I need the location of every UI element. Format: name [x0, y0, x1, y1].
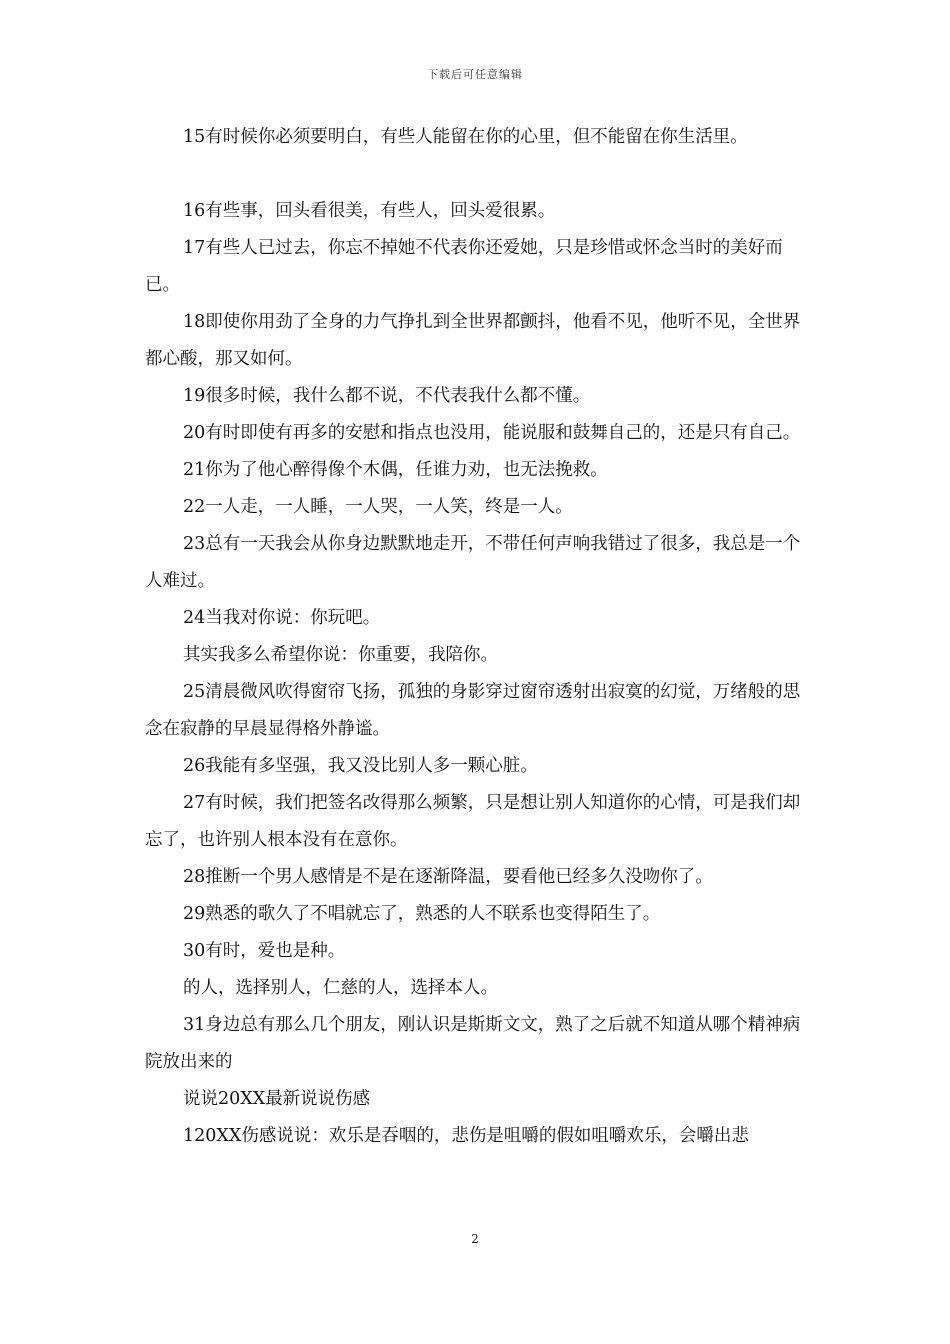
page-number: 2 — [471, 1232, 479, 1246]
paragraph-section-1: 120XX伤感说说：欢乐是吞咽的，悲伤是咀嚼的假如咀嚼欢乐，会嚼出悲 — [183, 1126, 749, 1146]
paragraph-18: 18即使你用劲了全身的力气挣扎到全世界都颤抖，他看不见，他听不见，全世界都心酸，那又如何。 — [145, 312, 801, 369]
paragraph-26: 26我能有多坚强，我又没比别人多一颗心脏。 — [183, 756, 538, 776]
paragraph-27: 27有时候，我们把签名改得那么频繁，只是想让别人知道你的心情，可是我们却忘了，也许别人根本没有在意你。 — [145, 793, 801, 850]
section-heading: 说说20XX最新说说伤感 — [183, 1089, 371, 1109]
paragraph-16: 16有些事，回头看很美，有些人，回头爱很累。 — [183, 201, 556, 221]
document-body — [145, 119, 807, 1155]
paragraph-28: 28推断一个男人感情是不是在逐渐降温，要看他已经多久没吻你了。 — [183, 867, 713, 887]
paragraph-15: 15有时候你必须要明白，有些人能留在你的心里，但不能留在你生活里。 — [183, 127, 748, 147]
paragraph-17: 17有些人已过去，你忘不掉她不代表你还爱她，只是珍惜或怀念当时的美好而已。 — [145, 238, 783, 295]
paragraph-19: 19很多时候，我什么都不说，不代表我什么都不懂。 — [183, 386, 591, 406]
paragraph-25: 25清晨微风吹得窗帘飞扬，孤独的身影穿过窗帘透射出寂寞的幻觉，万绪般的思念在寂静的早晨显得格外静谧。 — [145, 682, 801, 739]
paragraph-30-continued: 的人，选择别人，仁慈的人，选择本人。 — [183, 978, 498, 998]
paragraph-24: 24当我对你说：你玩吧。 — [183, 608, 381, 628]
paragraph-31: 31身边总有那么几个朋友，刚认识是斯斯文文，熟了之后就不知道从哪个精神病院放出来的 — [145, 1015, 801, 1072]
paragraph-23: 23总有一天我会从你身边默默地走开，不带任何声响我错过了很多，我总是一个人难过。 — [145, 534, 801, 591]
page-header: 下载后可任意编辑 — [427, 68, 523, 81]
paragraph-20: 20有时即使有再多的安慰和指点也没用，能说服和鼓舞自己的，还是只有自己。 — [183, 423, 801, 443]
paragraph-30: 30有时，爱也是种。 — [183, 941, 346, 961]
paragraph-29: 29熟悉的歌久了不唱就忘了，熟悉的人不联系也变得陌生了。 — [183, 904, 661, 924]
paragraph-22: 22一人走，一人睡，一人哭，一人笑，终是一人。 — [183, 497, 573, 517]
paragraph-24-continued: 其实我多么希望你说：你重要，我陪你。 — [183, 645, 498, 665]
paragraph-21: 21你为了他心醉得像个木偶，任谁力劝，也无法挽救。 — [183, 460, 608, 480]
